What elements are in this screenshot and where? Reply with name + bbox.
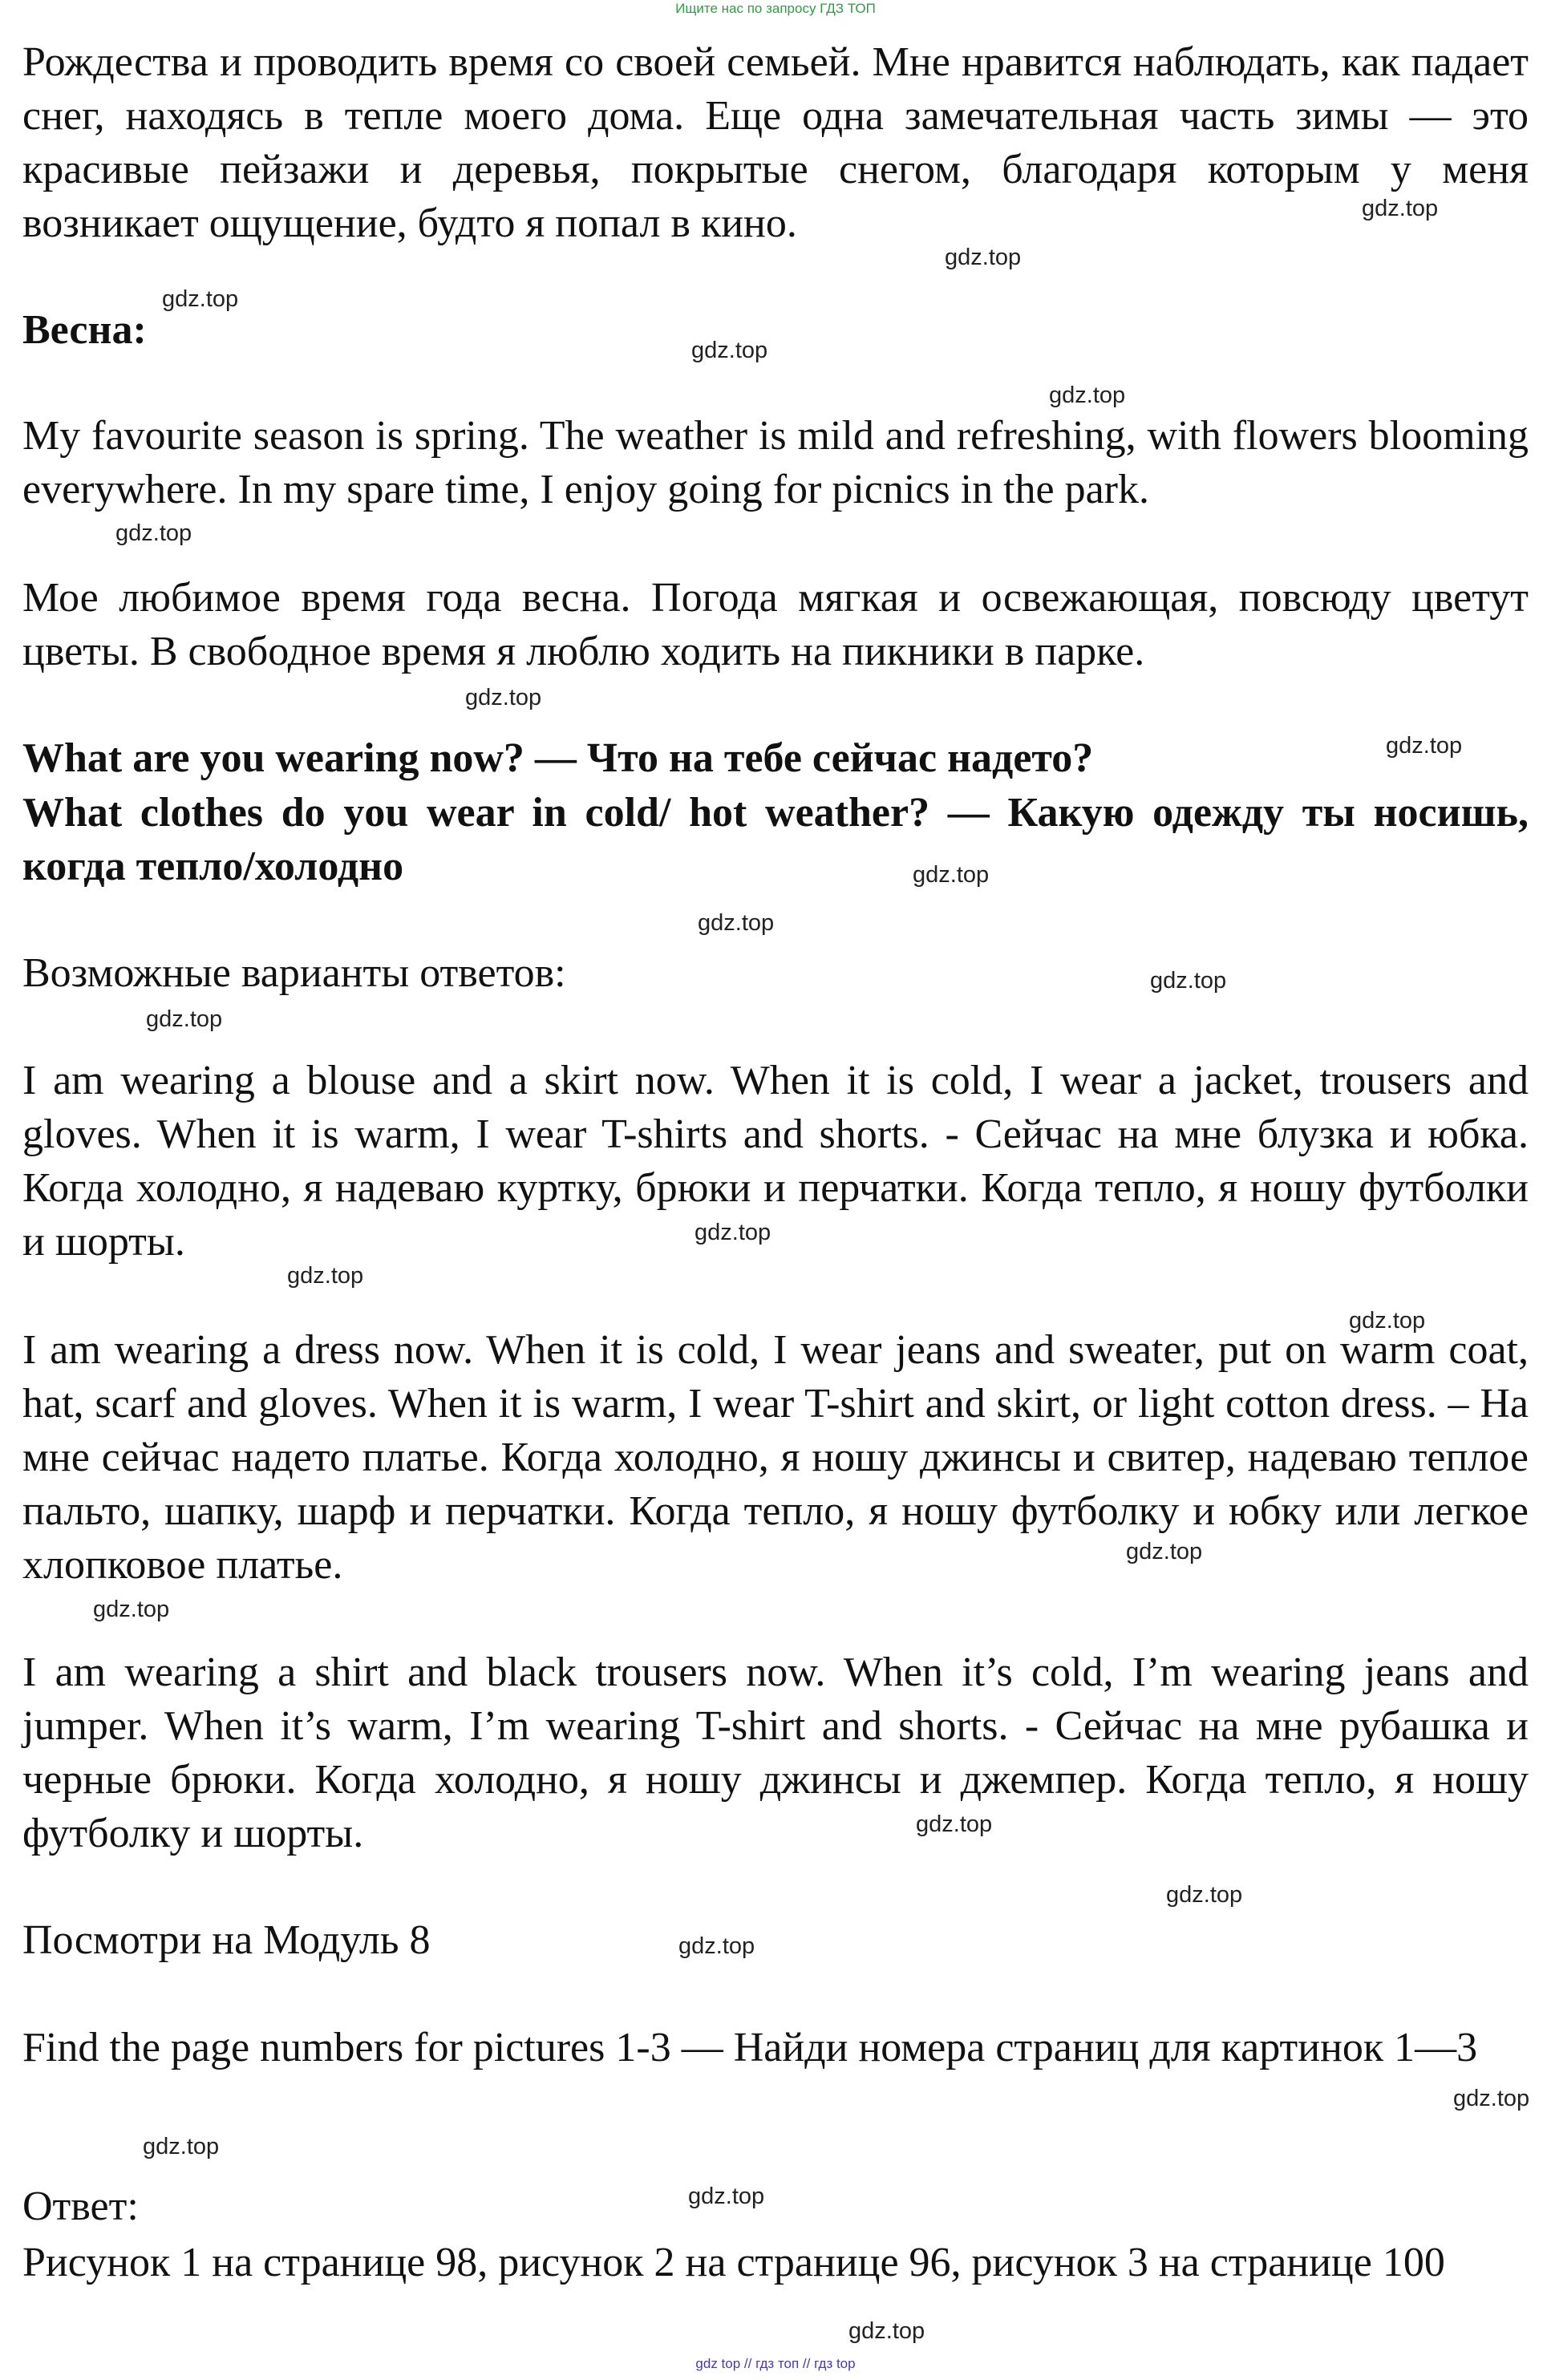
watermark: gdz.top	[162, 286, 239, 312]
watermark: gdz.top	[1150, 968, 1227, 994]
footer-links[interactable]: gdz top // гдз топ // гдз top	[695, 2356, 856, 2371]
watermark: gdz.top	[1126, 1539, 1203, 1564]
module-line: Посмотри на Модуль 8	[22, 1917, 431, 1963]
watermark: gdz.top	[913, 862, 990, 888]
answer-variant-3: I am wearing a shirt and black trousers now. When it’s cold, I’m wearing jeans and jumper. When it’s warm, I’m wearing T-shirt and shorts. - Сейчас на мне рубашка и черные брюки. Когда холодно, я ношу джинсы и джемпер. Когда тепло, я ношу футболку и шорты.	[22, 1649, 1529, 1856]
watermark: gdz.top	[143, 2134, 220, 2159]
watermark: gdz.top	[691, 338, 768, 363]
watermark: gdz.top	[916, 1811, 993, 1837]
find-pages-task: Find the page numbers for pictures 1-3 — Найди номера страниц для картинок 1—3	[22, 2025, 1478, 2070]
answer-variant-1: I am wearing a blouse and a skirt now. When it is cold, I wear a jacket, trousers and gloves. When it is warm, I wear T-shirts and shorts. - Сейчас на мне блузка и юбка. Когда холодно, я надеваю куртку, брюки и перчатки. Когда тепло, я ношу футболки и шорты.	[22, 1058, 1529, 1265]
watermark: gdz.top	[848, 2318, 925, 2344]
watermark: gdz.top	[1362, 196, 1439, 221]
watermark: gdz.top	[688, 2184, 765, 2209]
watermark: gdz.top	[1166, 1882, 1243, 1908]
watermark: gdz.top	[1386, 733, 1463, 759]
spring-english-paragraph: My favourite season is spring. The weather is mild and refreshing, with flowers blooming everywhere. In my spare time, I enjoy going for picnics in the park.	[22, 413, 1529, 512]
answer-variant-2: I am wearing a dress now. When it is cold, I wear jeans and sweater, put on warm coat, hat, scarf and gloves. When it is warm, I wear T-shirt and skirt, or light cotton dress. – На мне сейчас надето платье. Когда холодно, я ношу джинсы и свитер, надеваю теплое пальто, шапку, шарф и перчатки. Когда тепло, я ношу футболку и юбку или легкое хлопковое платье.	[22, 1327, 1529, 1588]
watermark: gdz.top	[1349, 1308, 1426, 1334]
question-wearing-now: What are you wearing now? — Что на тебе сейчас надето?	[22, 735, 1094, 781]
watermark: gdz.top	[945, 245, 1022, 270]
watermark: gdz.top	[115, 520, 192, 546]
watermark: gdz.top	[93, 1597, 170, 1622]
spring-russian-paragraph: Мое любимое время года весна. Погода мягкая и освежающая, повсюду цветут цветы. В свободное время я люблю ходить на пикники в парке.	[22, 575, 1529, 674]
spring-heading: Весна:	[22, 307, 147, 353]
watermark: gdz.top	[1453, 2086, 1530, 2111]
watermark: gdz.top	[146, 1006, 223, 1032]
variants-label: Возможные варианты ответов:	[22, 950, 566, 996]
watermark: gdz.top	[695, 1220, 771, 1245]
winter-russian-paragraph: Рождества и проводить время со своей семьей. Мне нравится наблюдать, как падает снег, находясь в тепле моего дома. Еще одна замечательная часть зимы — это красивые пейзажи и деревья, покрытые снегом, благодаря которым у меня возникает ощущение, будто я попал в кино.	[22, 39, 1529, 246]
watermark: gdz.top	[698, 910, 775, 936]
watermark: gdz.top	[287, 1263, 364, 1289]
answer-text: Рисунок 1 на странице 98, рисунок 2 на странице 96, рисунок 3 на странице 100	[22, 2240, 1445, 2285]
search-hint[interactable]: Ищите нас по запросу ГДЗ ТОП	[675, 1, 876, 16]
watermark: gdz.top	[465, 685, 542, 710]
question-cold-hot-weather: What clothes do you wear in cold/ hot weather? — Какую одежду ты носишь, когда тепло/холодно	[22, 790, 1529, 889]
answer-label: Ответ:	[22, 2184, 139, 2229]
watermark: gdz.top	[1049, 382, 1126, 408]
watermark: gdz.top	[678, 1933, 755, 1959]
